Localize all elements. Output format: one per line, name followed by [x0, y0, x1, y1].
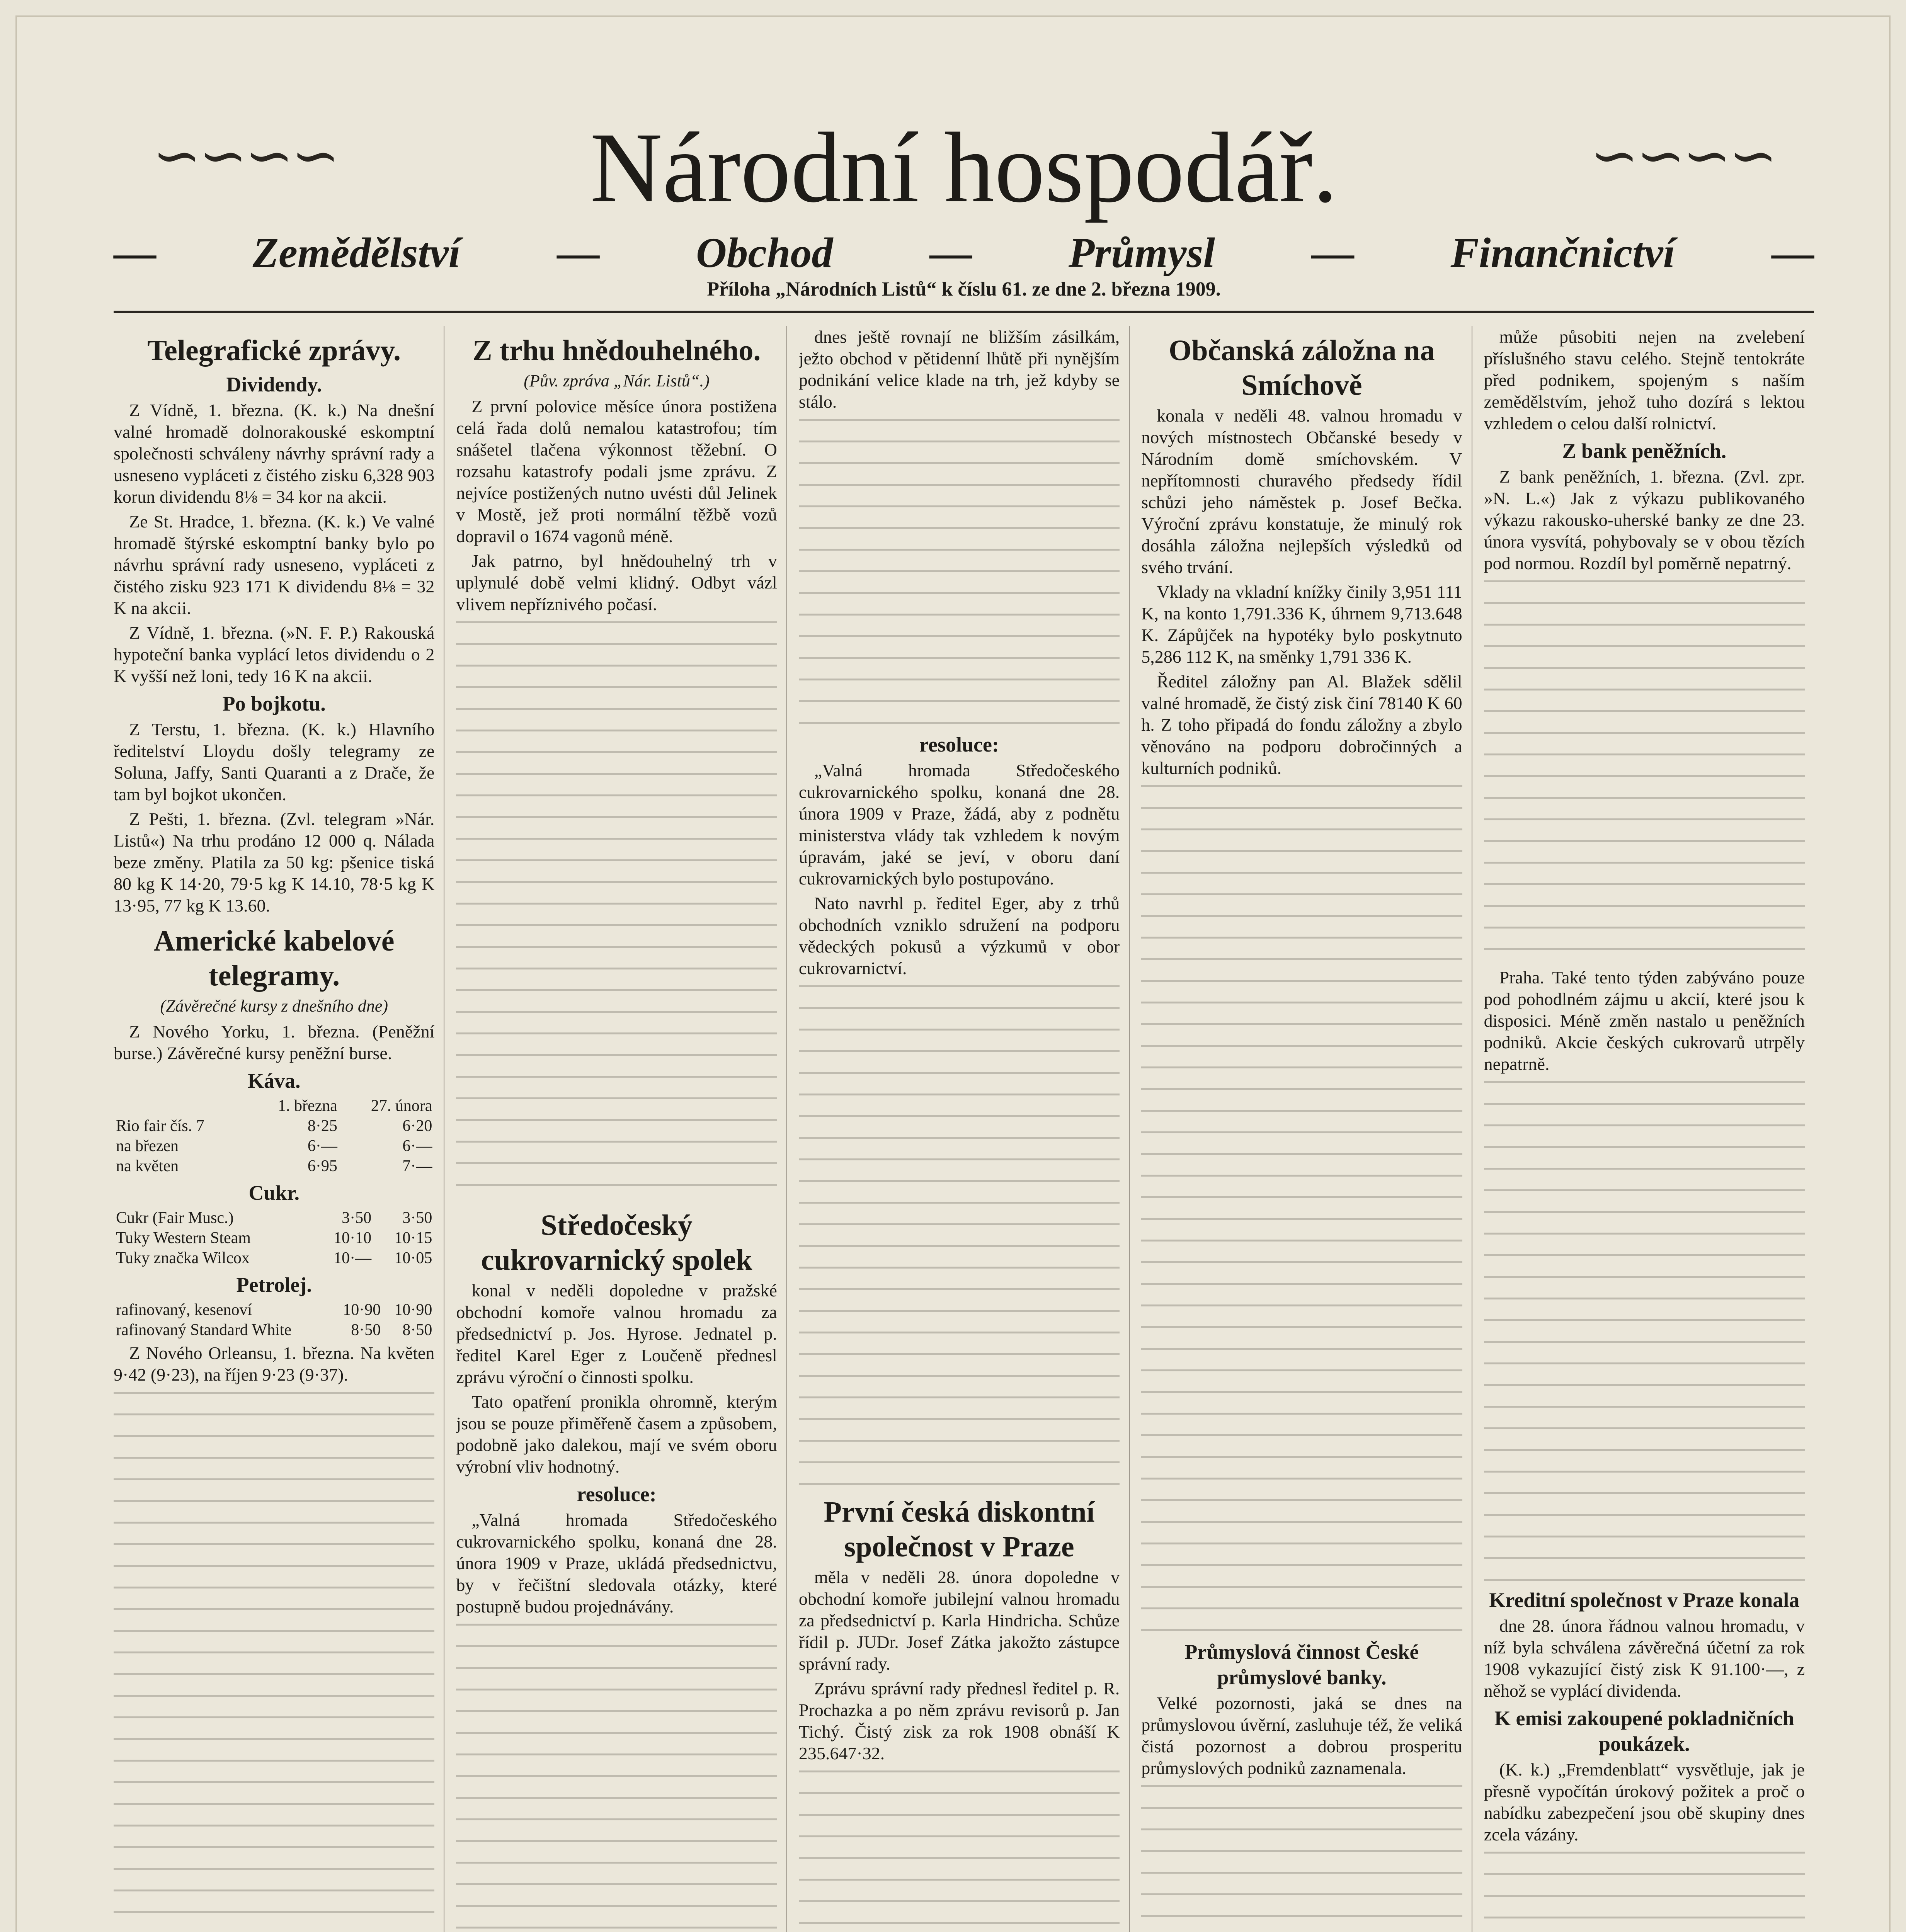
paragraph: Velké pozornosti, jaká se dnes na průmyslovou úvěrní, zasluhuje též, že veliká čistá pozornost a dobrou prosperitu průmyslových podniků zaznamenala. [1141, 1693, 1462, 1778]
text-lines [1484, 1852, 1805, 1932]
table-cell: Rio fair čís. 7 [116, 1117, 204, 1135]
dash: — [557, 229, 600, 276]
paragraph: Ředitel záložny pan Al. Blažek sdělil valné hromadě, že čistý zisk činí 78140 K 60 h. Z toho připadá do fondu záložny a zbylo věnováno na podporu dobročinných a kulturních podniků. [1141, 672, 1462, 778]
paragraph: Z Vídně, 1. března. (»N. F. P.) Rakouská hypoteční banka vyplácí letos dividendu o 2 K vyšší než loni, tedy 16 K na akcii. [114, 623, 435, 686]
table-cell: 8·50 [402, 1321, 432, 1339]
table-cell: 27. února [371, 1097, 432, 1115]
masthead [114, 114, 1814, 307]
newspaper-page [15, 15, 1891, 1932]
dash: — [1771, 229, 1814, 276]
table-row [114, 1156, 434, 1176]
supplement-line: Příloha „Národních Listů“ k číslu 61. ze dne 2. března 1909. [707, 278, 1221, 300]
table-cell: 3·50 [402, 1209, 432, 1227]
paragraph: dne 28. února řádnou valnou hromadu, v níž byla schválena závěrečná účetní za rok 1908 vykazující čistý zisk K 91.100·—, z něhož se vyplácí dividenda. [1484, 1616, 1805, 1701]
paragraph: konal v neděli dopoledne v pražské obchodní komoře valnou hromadu za předsednictví p. Jos. Hyrose. Jednatel p. ředitel Karel Eger z Loučeně přednesl zprávu výroční o činnosti spolku. [456, 1281, 777, 1387]
table-cell: rafinovaný Standard White [116, 1321, 292, 1339]
heading-banks: Z bank peněžních. [1562, 439, 1727, 463]
heading-petroleum: Petrolej. [236, 1273, 312, 1296]
coffee-table [114, 1096, 434, 1176]
table-row [114, 1208, 434, 1228]
table-row [114, 1116, 434, 1136]
column-2 [456, 326, 787, 1932]
paragraph: měla v neděli 28. února dopoledne v obchodní komoře jubilejní valnou hromadu za předsednictví p. Karla Hindricha. Schůze řídil p. JUDr. Josef Zátka jakožto zástupce správní rady. [798, 1567, 1120, 1673]
table-cell: 3·50 [342, 1209, 372, 1227]
column-5 [1484, 326, 1814, 1932]
table-row [114, 1300, 434, 1320]
table-cell: rafinovaný, kesenoví [116, 1301, 252, 1319]
subheading: (Závěrečné kursy z dnešního dne) [160, 997, 388, 1015]
paragraph: Z Pešti, 1. března. (Zvl. telegram »Nár. Listů«) Na trhu prodáno 12 000 q. Nálada beze změny. Platila za 50 kg: pšenice tiská 80 kg K 14·20, 79·5 kg K 14.10, 78·5 kg K 13·95, 77 kg K 13.60. [114, 809, 435, 915]
table-cell [114, 1096, 247, 1116]
heading-dividends: Dividendy. [226, 373, 322, 396]
heading-industrial-bank: Průmyslová činnost České průmyslové banky. [1184, 1640, 1419, 1689]
paragraph: Z Vídně, 1. března. (K. k.) Na dnešní valné hromadě dolnorakouské eskomptní společnosti schváleny návrhy správní rady a usneseno vypláceti z čistého zisku 6,328 903 korun dividendu 8⅛ = 34 kor na akcii. [114, 400, 435, 507]
text-lines [799, 419, 1120, 728]
newspaper-title: Národní hospodář. [590, 112, 1338, 223]
left-ornament-icon: ∽∽∽∽ [152, 124, 338, 188]
paragraph: konala v neděli 48. valnou hromadu v nových místnostech Občanské besedy v Národním domě smíchovském. V nepřítomnosti churavého předsedy řídil schůzi jeho náměstek p. Josef Bečka. Výroční zprávu konstatuje, že minulý rok dosáhla záložna nejlepších výsledků od svého trvání. [1141, 406, 1462, 577]
dash: — [929, 229, 972, 276]
table-cell: 10·05 [394, 1249, 432, 1267]
section-strip [114, 230, 1814, 276]
table-cell: 7·— [402, 1157, 432, 1175]
heading-emission: K emisi zakoupené pokladničních poukázek. [1494, 1707, 1794, 1755]
table-cell: 6·— [402, 1137, 432, 1155]
section-industry: Průmysl [1068, 229, 1215, 276]
table-row [114, 1136, 434, 1156]
paragraph: Z bank peněžních, 1. března. (Zvl. zpr. »N. L.«) Jak z výkazu publikovaného výkazu rakousko-uherské banky ze dne 23. února vysvítá, pohybovaly se v obou tězích pod normou. Rozdíl byl poměrně nepatrný. [1484, 467, 1805, 573]
heading-coffee: Káva. [247, 1069, 301, 1092]
table-cell: 10·90 [394, 1301, 432, 1319]
table-cell: na březen [116, 1137, 179, 1155]
heading-resolution: resoluce: [577, 1483, 657, 1506]
table-cell: 8·50 [351, 1321, 381, 1339]
paragraph: Z Nového Yorku, 1. března. (Peněžní burse.) Závěrečné kursy peněžní burse. [114, 1022, 435, 1063]
heading-coal-market: Z trhu hnědouhelného. [472, 334, 761, 367]
heading-american-telegrams: Americké kabelové telegramy. [153, 925, 395, 992]
heading-savings-bank: Občanská záložna na Smíchově [1169, 334, 1435, 401]
masthead-rule [114, 311, 1814, 313]
column-3 [799, 326, 1130, 1932]
table-cell: 10·— [334, 1249, 372, 1267]
table-cell: 10·15 [394, 1229, 432, 1247]
paragraph: Z první polovice měsíce února postižena celá řada dolů nemalou katastrofou; tím snášetel tlačena výkonnost těžební. O rozsahu katastrofy podali jsme zprávu. Z nejvíce postižených nutno uvésti důl Jelinek v Mostě, jež proti normální těžbě vozů dopravil o 1674 vagonů méně. [456, 396, 777, 546]
section-agriculture: Zemědělství [252, 229, 461, 276]
heading-telegrams: Telegrafické zprávy. [147, 334, 401, 367]
column-1 [114, 326, 444, 1932]
columns [114, 326, 1814, 1932]
table-row [114, 1228, 434, 1248]
paragraph: může působiti nejen na zvelebení příslušného stavu celého. Stejně tentokráte před podnikem, spojeným s naším zemědělstvím, jehož tuho dozírá s lektou vzhledem o celou další rolnictví. [1484, 327, 1805, 433]
section-trade: Obchod [696, 229, 833, 276]
text-lines [456, 1624, 777, 1932]
paragraph: dnes ještě rovnají ne bližším zásilkám, ježto obchod v pětidenní lhůtě při nynějším podnikání velice klade na trh, jež kdyby se stálo. [798, 327, 1120, 412]
table-cell: 6·95 [307, 1157, 337, 1175]
paragraph: Vklady na vkladní knížky činily 3,951 111 K, na konto 1,791.336 K, úhrnem 9,713.648 K. Zápůjček na hypotéky bylo poskytnuto 5,286 112 K, na směnky 1,791 336 K. [1141, 582, 1462, 667]
table-row [114, 1320, 434, 1340]
section-finance: Finančnictví [1450, 229, 1675, 276]
heading-boycott: Po bojkotu. [222, 692, 326, 715]
paragraph: Tato opatření pronikla ohromně, kterým jsou se pouze přiměřeně časem a způsobem, podobně jako dalekou, mají ve svém oboru výrobní vliv hodnotný. [456, 1392, 777, 1476]
table-cell: Tuky značka Wilcox [116, 1249, 250, 1267]
table-header [114, 1096, 434, 1116]
heading-discount-company: První česká diskontní společnost v Praze [824, 1496, 1095, 1563]
table-cell: Cukr (Fair Musc.) [116, 1209, 234, 1227]
text-lines [1141, 1785, 1462, 1932]
table-cell: 6·20 [402, 1117, 432, 1135]
table-cell: 1. března [277, 1097, 337, 1115]
text-lines [1484, 580, 1805, 967]
paragraph: Z Nového Orleansu, 1. března. Na květen 9·42 (9·23), na říjen 9·23 (9·37). [114, 1343, 435, 1384]
paragraph: Zprávu správní rady přednesl ředitel p. R. Prochazka a po něm zprávu revisorů p. Jan Tichý. Čistý zisk za rok 1908 obnáší K 235.647·32. [798, 1679, 1120, 1763]
sugar-table [114, 1208, 434, 1268]
text-lines [1141, 785, 1462, 1635]
heading-resolution: resoluce: [919, 733, 999, 756]
dash: — [1311, 229, 1354, 276]
table-cell: na květen [116, 1157, 179, 1175]
paragraph: (K. k.) „Fremdenblatt“ vysvětluje, jak je přesně vypočítán úrokový požitek a proč o nabídku zabezpečení jsou obě skupiny dnes zcela vázány. [1484, 1760, 1805, 1844]
paragraph: Z Terstu, 1. března. (K. k.) Hlavního ředitelství Lloydu došly telegramy ze Soluna, Jaffy, Santi Quaranti a z Drače, že tam byl bojkot ukončen. [114, 719, 435, 804]
table-cell: 10·90 [343, 1301, 381, 1319]
column-4 [1141, 326, 1472, 1932]
paragraph: „Valná hromada Středočeského cukrovarnického spolku, konaná dne 28. února 1909 v Praze, žádá, aby z podnětu ministerstva vlády tak vzhledem k novým úpravám, jaké se jeví, v oboru daní cukrovarnických bylo postupováno. [798, 760, 1120, 888]
text-lines [799, 1770, 1120, 1932]
paragraph: Ze St. Hradce, 1. března. (K. k.) Ve valné hromadě štýrské eskomptní banky bylo po návrhu správní rady usneseno, vypláceti z čistého zisku 923 171 K dividendu 8⅛ = 32 K na akcii. [114, 512, 435, 618]
right-ornament-icon: ∽∽∽∽ [1590, 124, 1775, 188]
table-cell: 8·25 [307, 1117, 337, 1135]
text-lines [456, 621, 777, 1201]
table-cell: 10·10 [334, 1229, 372, 1247]
text-lines [114, 1392, 434, 1932]
text-lines [799, 985, 1120, 1488]
heading-sugar-association: Středočeský cukrovarnický spolek [481, 1209, 752, 1276]
table-cell: Tuky Western Steam [116, 1229, 251, 1247]
dash: — [114, 229, 156, 276]
paragraph: Nato navrhl p. ředitel Eger, aby z trhů obchodních vzniklo sdružení na podporu vědeckých pokusů a výzkumů v obor cukrovarnictví. [798, 893, 1120, 978]
table-row [114, 1248, 434, 1268]
text-lines [1484, 1081, 1805, 1583]
paragraph: Praha. Také tento týden zabýváno pouze pod pohodlném zájmu u akcií, které jsou k disposici. Méně změn nastalo u peněžních podniků. Akcie českých cukrovarů utrpěly nepatrně. [1484, 968, 1805, 1074]
petroleum-table [114, 1300, 434, 1340]
paragraph: „Valná hromada Středočeského cukrovarnického spolku, konaná dne 28. února 1909 v Praze, ukládá předsednictvu, by v řečištní sledovala otázky, které postupně budou projednávány. [456, 1510, 777, 1616]
paragraph: Jak patrno, byl hnědouhelný trh v uplynulé době velmi klidný. Odbyt vázl vlivem nepříznivého počasí. [456, 551, 777, 614]
table-cell: 6·— [307, 1137, 337, 1155]
heading-sugar: Cukr. [248, 1181, 300, 1204]
heading-credit-company: Kreditní společnost v Praze konala [1489, 1588, 1800, 1612]
subheading: (Pův. zpráva „Nár. Listů“.) [524, 371, 710, 390]
